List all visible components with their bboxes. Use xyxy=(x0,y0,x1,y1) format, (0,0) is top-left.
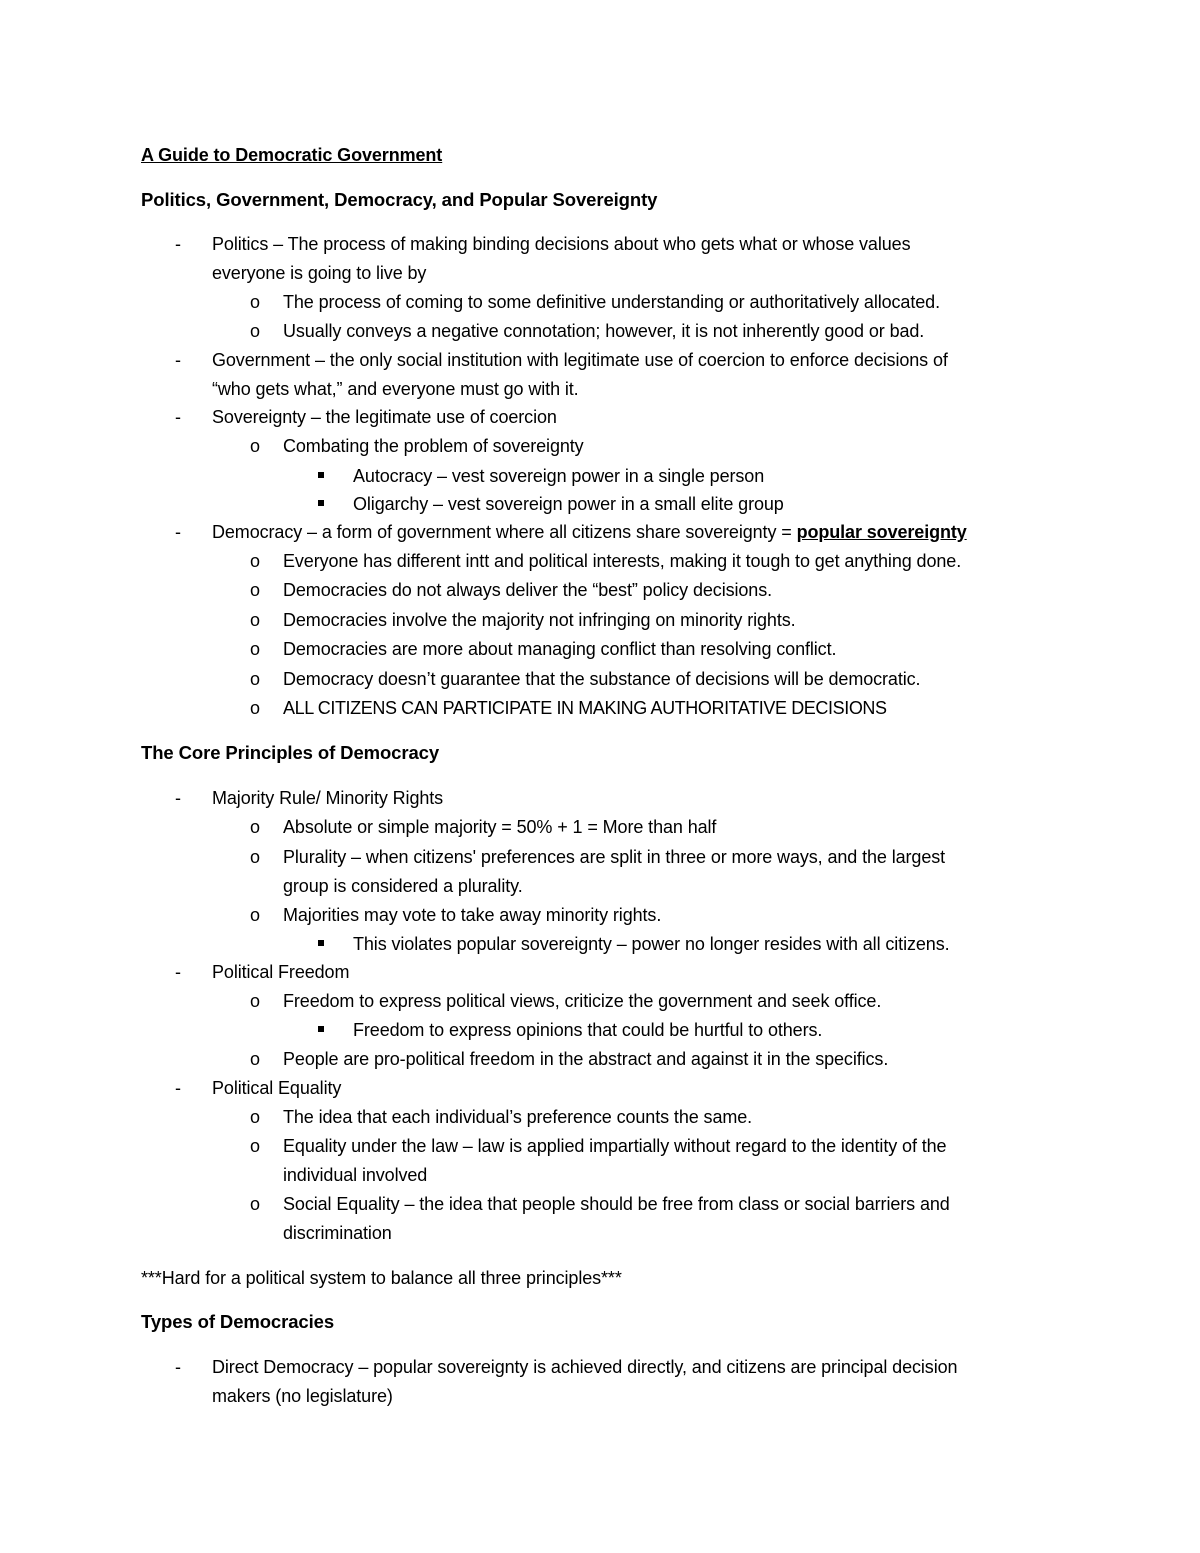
circle-marker: o xyxy=(250,991,261,1011)
section-heading-core-principles: The Core Principles of Democracy xyxy=(141,742,440,763)
bullet-hurtful-opinions: Freedom to express opinions that could be hurtful to others. xyxy=(353,1020,823,1040)
dash-marker: - xyxy=(175,962,181,982)
dash-marker: - xyxy=(175,1078,181,1098)
item-sovereignty: Sovereignty – the legitimate use of coercion xyxy=(212,407,557,427)
subitem-majority-3: Majorities may vote to take away minority rights. xyxy=(283,905,662,925)
subitem-politics-2: Usually conveys a negative connotation; however, it is not inherently good or bad. xyxy=(283,321,925,341)
subitem-democracy-1: Everyone has different intt and political interests, making it tough to get anything done. xyxy=(283,551,962,571)
circle-marker: o xyxy=(250,1194,261,1214)
circle-marker: o xyxy=(250,1049,261,1069)
subitem-majority-1: Absolute or simple majority = 50% + 1 = More than half xyxy=(283,817,717,837)
circle-marker: o xyxy=(250,580,261,600)
subitem-democracy-2: Democracies do not always deliver the “best” policy decisions. xyxy=(283,580,773,600)
dash-marker: - xyxy=(175,1357,181,1377)
circle-marker: o xyxy=(250,1107,261,1127)
document-title: A Guide to Democratic Government xyxy=(141,145,443,165)
square-bullet-icon xyxy=(318,1026,324,1032)
circle-marker: o xyxy=(250,639,261,659)
circle-marker: o xyxy=(250,669,261,689)
subitem-equality-3: Social Equality – the idea that people should be free from class or social barriers and xyxy=(283,1194,950,1214)
democracy-definition: Democracy – a form of government where all citizens share sovereignty = xyxy=(212,522,797,542)
subitem-democracy-3: Democracies involve the majority not infringing on minority rights. xyxy=(283,610,796,630)
subitem-freedom-2: People are pro-political freedom in the abstract and against it in the specifics. xyxy=(283,1049,889,1069)
item-government: Government – the only social institution with legitimate use of coercion to enforce decisions of xyxy=(212,350,948,370)
subitem-democracy-4: Democracies are more about managing conflict than resolving conflict. xyxy=(283,639,837,659)
subitem-equality-2-cont: individual involved xyxy=(283,1165,428,1185)
square-bullet-icon xyxy=(318,940,324,946)
circle-marker: o xyxy=(250,847,261,867)
item-government-cont: “who gets what,” and everyone must go with it. xyxy=(212,379,579,399)
bullet-autocracy: Autocracy – vest sovereign power in a single person xyxy=(353,466,765,486)
subitem-sovereignty-1: Combating the problem of sovereignty xyxy=(283,436,584,456)
section-heading-politics: Politics, Government, Democracy, and Popular Sovereignty xyxy=(141,189,658,210)
circle-marker: o xyxy=(250,698,261,718)
circle-marker: o xyxy=(250,321,261,341)
dash-marker: - xyxy=(175,522,181,542)
dash-marker: - xyxy=(175,407,181,427)
circle-marker: o xyxy=(250,610,261,630)
item-democracy xyxy=(212,520,967,544)
subitem-democracy-6: ALL CITIZENS CAN PARTICIPATE IN MAKING AUTHORITATIVE DECISIONS xyxy=(283,698,887,718)
item-political-freedom: Political Freedom xyxy=(212,962,350,982)
item-politics-cont: everyone is going to live by xyxy=(212,263,427,283)
bullet-violates-sovereignty: This violates popular sovereignty – power no longer resides with all citizens. xyxy=(353,934,950,954)
principles-note: ***Hard for a political system to balance all three principles*** xyxy=(141,1268,622,1288)
subitem-majority-2-cont: group is considered a plurality. xyxy=(283,876,523,896)
circle-marker: o xyxy=(250,817,261,837)
circle-marker: o xyxy=(250,905,261,925)
item-politics: Politics – The process of making binding decisions about who gets what or whose values xyxy=(212,234,911,254)
section-heading-types: Types of Democracies xyxy=(141,1311,335,1332)
dash-marker: - xyxy=(175,350,181,370)
subitem-equality-3-cont: discrimination xyxy=(283,1223,392,1243)
subitem-equality-1: The idea that each individual’s preference counts the same. xyxy=(283,1107,753,1127)
square-bullet-icon xyxy=(318,500,324,506)
subitem-equality-2: Equality under the law – law is applied impartially without regard to the identity of the xyxy=(283,1136,947,1156)
circle-marker: o xyxy=(250,551,261,571)
dash-marker: - xyxy=(175,234,181,254)
item-political-equality: Political Equality xyxy=(212,1078,342,1098)
item-direct-democracy-cont: makers (no legislature) xyxy=(212,1386,393,1406)
popular-sovereignty-highlight: popular sovereignty xyxy=(796,522,967,542)
circle-marker: o xyxy=(250,1136,261,1156)
subitem-democracy-5: Democracy doesn’t guarantee that the substance of decisions will be democratic. xyxy=(283,669,921,689)
subitem-majority-2: Plurality – when citizens' preferences are split in three or more ways, and the largest xyxy=(283,847,946,867)
subitem-politics-1: The process of coming to some definitive understanding or authoritatively allocated. xyxy=(283,292,940,312)
item-majority-rule: Majority Rule/ Minority Rights xyxy=(212,788,444,808)
bullet-oligarchy: Oligarchy – vest sovereign power in a small elite group xyxy=(353,494,784,514)
circle-marker: o xyxy=(250,292,261,312)
square-bullet-icon xyxy=(318,472,324,478)
dash-marker: - xyxy=(175,788,181,808)
item-direct-democracy: Direct Democracy – popular sovereignty is achieved directly, and citizens are principal decision xyxy=(212,1357,958,1377)
subitem-freedom-1: Freedom to express political views, criticize the government and seek office. xyxy=(283,991,882,1011)
circle-marker: o xyxy=(250,436,261,456)
